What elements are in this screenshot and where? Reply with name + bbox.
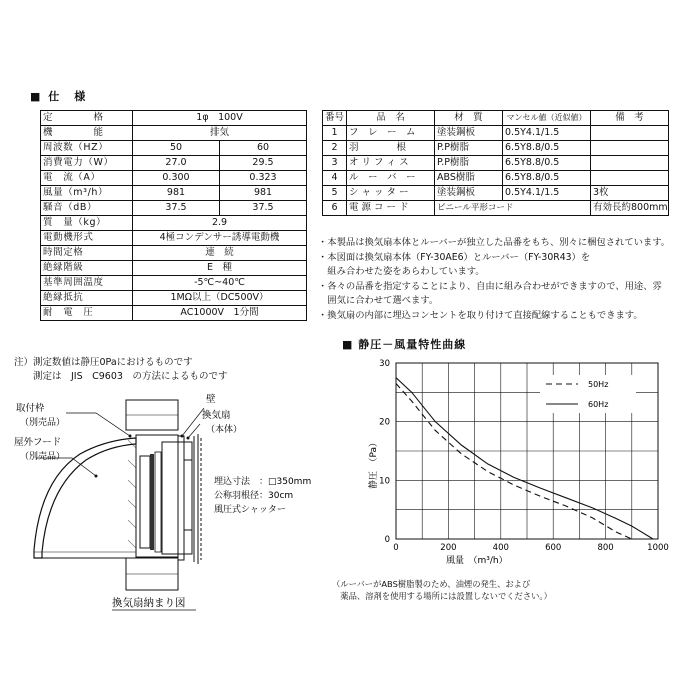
bullet-notes [318,236,670,323]
footnote-line1: （ルーバーがABS樹脂製のため、油煙の発生、および [332,579,531,589]
x-tick-label: 200 [440,543,457,553]
parts-cell: 2 [323,141,347,156]
parts-cell [591,171,669,186]
parts-header: 備 考 [591,111,669,126]
label-dim1: 埋込寸法 ：□350mm [214,477,312,487]
x-axis-label: 風量 （m³/h） [446,556,508,566]
spec-value: 4極コンデンサー誘導電動機 [133,231,307,246]
parts-cell: 0.5Y4.1/1.5 [503,126,591,141]
spec-row [41,276,307,291]
mounting-frame [136,435,178,557]
parts-cell: 6 [323,201,347,216]
x-tick-label: 1000 [647,543,669,553]
spec-value: 981 [133,186,220,201]
parts-cell: 4 [323,171,347,186]
parts-row [323,186,669,201]
bullet-note-line: ・各々の品番を指定することにより、自由に組み合わせができますので、用途、雰 [318,280,662,292]
spec-value: 50 [133,141,220,156]
square-bullet-icon: ■ [342,338,354,351]
label-wall: 壁 [206,394,216,405]
spec-value: 1φ 100V [133,111,307,126]
spec-label: 風量（m³/h） [41,186,133,201]
parts-row [323,126,669,141]
spec-value: 連 続 [133,246,307,261]
spec-value: 1MΩ以上（DC500V） [133,291,307,306]
y-tick-label: 30 [379,359,390,369]
spec-label: 基準周囲温度 [41,276,133,291]
spec-label: 消費電力（W） [41,156,133,171]
spec-value: 排気 [133,126,307,141]
chart-section-title [342,336,466,352]
parts-cell [591,156,669,171]
spec-label: 騒音（dB） [41,201,133,216]
parts-header-row [323,111,669,126]
spec-value: AC1000V 1分間 [133,306,307,321]
spec-label: 時間定格 [41,246,133,261]
parts-cell: 羽 根 [347,141,435,156]
parts-cell: 6.5Y8.8/0.5 [503,141,591,156]
parts-cell: フ レ ー ム [347,126,435,141]
spec-row [41,186,307,201]
parts-cell: シ ャ ッ タ ー [347,186,435,201]
footnote-line2: 薬品、溶剤を使用する場所には設置しないでください。） [332,591,552,601]
parts-cell: 塗装鋼板 [435,126,503,141]
louver [194,434,201,564]
diagram-title: 換気扇納まり図 [112,597,186,609]
parts-cell: 6.5Y8.8/0.5 [503,156,591,171]
parts-cell: ル ー バ ー [347,171,435,186]
parts-cell: 1 [323,126,347,141]
spec-row [41,171,307,186]
spec-row [41,156,307,171]
spec-label: 絶縁抵抗 [41,291,133,306]
label-hood-sub: （別売品） [20,452,66,462]
footnote [332,578,552,602]
square-bullet-icon: ■ [30,90,43,103]
wall-lower [126,558,178,590]
chart-title-text: 静圧－風量特性曲線 [358,338,467,351]
parts-cell [591,141,669,156]
wall-upper [126,400,178,430]
spec-row [41,126,307,141]
label-fan-sub: （本体） [206,425,243,435]
parts-cell: P.P樹脂 [435,156,503,171]
spec-label: 機 能 [41,126,133,141]
label-dim2: 公称羽根径：30cm [214,491,294,501]
wall-opening-hatch [128,440,136,548]
spec-table [40,110,307,321]
spec-label: 質 量（kg） [41,216,133,231]
spec-value: 37.5 [133,201,220,216]
spec-value: 0.300 [133,171,220,186]
spec-row [41,291,307,306]
spec-row [41,141,307,156]
y-axis-label: 静圧 （Pa） [369,437,379,489]
parts-row [323,201,669,216]
spec-value: 29.5 [220,156,307,171]
label-frame: 取付枠 [16,403,45,414]
y-tick-label: 0 [384,535,390,545]
spec-value: 60 [220,141,307,156]
spec-title-text: 仕 様 [48,90,88,103]
pressure-airflow-chart [350,355,670,570]
bullet-note-line: 囲気に合わせて選べます。 [318,295,439,306]
label-fan: 換気扇 [202,410,231,421]
parts-cell: 電 源 コ ー ド [347,201,435,216]
parts-table [322,110,669,216]
bullet-note-line: ・換気扇の内部に埋込コンセントを取り付けて直接配線することもできます。 [318,309,643,321]
x-tick-label: 400 [492,543,509,553]
parts-cell: 有効長約800mm [591,201,669,216]
spec-row [41,216,307,231]
parts-cell: ビニール平形コード [435,201,591,216]
parts-header: 材 質 [435,111,503,126]
legend-label: 50Hz [588,380,609,389]
spec-value: E 種 [133,261,307,276]
spec-section-title [30,88,87,104]
spec-value: 27.0 [133,156,220,171]
y-tick-label: 10 [379,476,390,487]
spec-row [41,246,307,261]
label-hood: 屋外フード [14,437,62,448]
parts-cell: 5 [323,186,347,201]
spec-row [41,111,307,126]
spec-value: -5℃~40℃ [133,276,307,291]
parts-cell: 0.5Y4.1/1.5 [503,186,591,201]
legend-label: 60Hz [588,400,609,409]
spec-row [41,201,307,216]
label-frame-sub: （別売品） [20,418,66,428]
parts-row [323,171,669,186]
spec-label: 周波数（HZ） [41,141,133,156]
installation-diagram [0,380,330,640]
parts-cell: 塗装鋼板 [435,186,503,201]
spec-row [41,261,307,276]
label-dim3: 風圧式シャッター [214,505,286,515]
spec-label: 絶縁階級 [41,261,133,276]
parts-cell: P.P樹脂 [435,141,503,156]
bullet-note-line: ・本製品は換気扇本体とルーバーが独立した品番をもち、別々に梱包されています。 [318,237,671,248]
y-tick-label: 20 [379,417,390,428]
measurement-note-line2: 測定は JIS C9603 の方法によるものです [14,371,228,382]
spec-label: 定 格 [41,111,133,126]
spec-label: 電動機形式 [41,231,133,246]
parts-cell: 3枚 [591,186,669,201]
spec-value: 981 [220,186,307,201]
shutter [140,452,161,552]
parts-header: 番号 [323,111,347,126]
parts-cell [591,126,669,141]
fan-body [162,436,192,560]
parts-header: マンセル値（近似値） [503,111,591,126]
parts-header: 品 名 [347,111,435,126]
x-tick-label: 0 [393,543,399,553]
spec-label: 耐 電 圧 [41,306,133,321]
parts-row [323,141,669,156]
parts-cell: 3 [323,156,347,171]
bullet-note-line: 組み合わせた姿をあらわしています。 [318,266,485,277]
bullet-note-line: ・本図面は換気扇本体（FY-30AE6）とルーバー（FY-30R43）を [318,251,591,263]
spec-value: 37.5 [220,201,307,216]
parts-cell: 6.5Y8.8/0.5 [503,171,591,186]
x-tick-label: 800 [597,543,614,553]
spec-row [41,231,307,246]
spec-value: 0.323 [220,171,307,186]
spec-row [41,306,307,321]
measurement-note-line1: 注）測定数値は静圧0Paにおけるものです [14,357,193,368]
parts-row [323,156,669,171]
parts-cell: オ リ フ ィ ス [347,156,435,171]
spec-value: 2.9 [133,216,307,231]
x-tick-label: 600 [545,543,562,553]
spec-label: 電 流（A） [41,171,133,186]
parts-cell: ABS樹脂 [435,171,503,186]
